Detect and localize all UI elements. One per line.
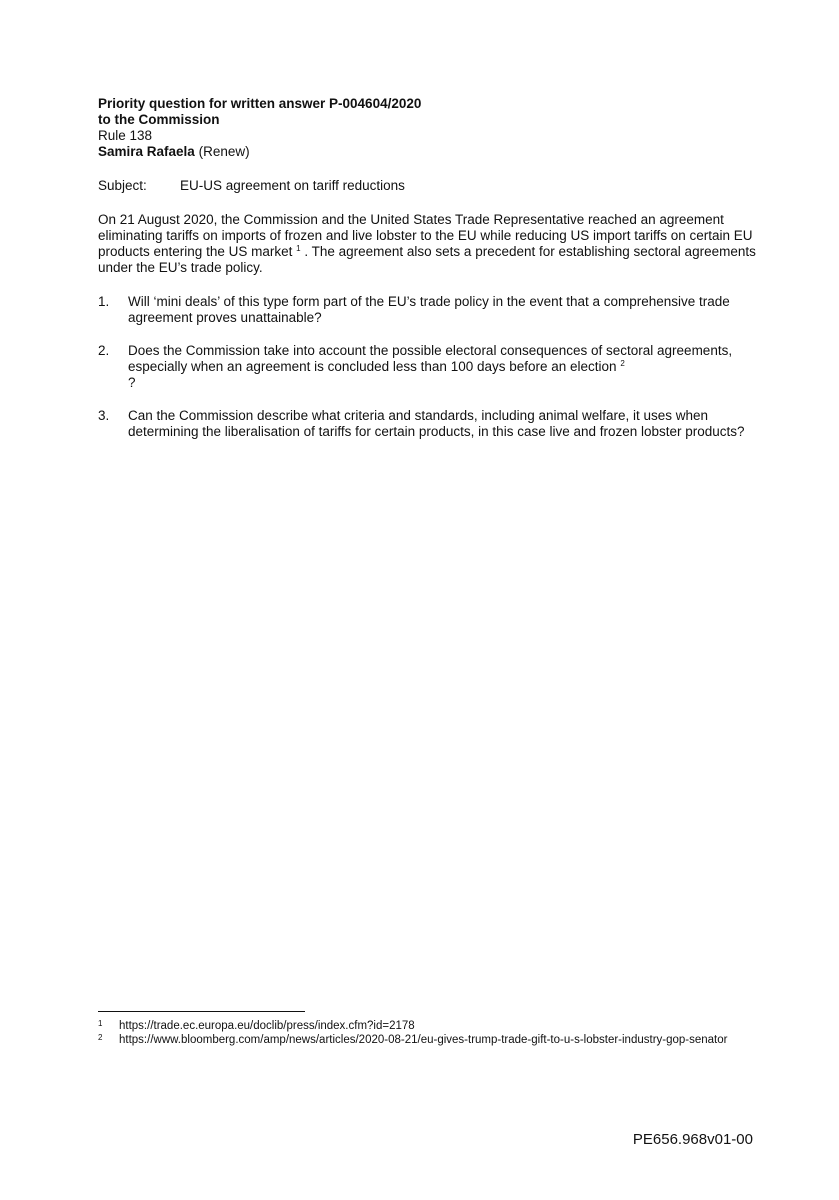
subject-line xyxy=(98,178,758,194)
question-text: Does the Commission take into account the possible electoral consequences of sectoral agreements, especially when an agreement is concluded less than 100 days before an election xyxy=(128,343,733,374)
intro-text-end: . The agreement also sets a precedent for establishing sectoral agreements under the EU’s trade policy. xyxy=(98,244,756,275)
question-text: Can the Commission describe what criteria and standards, including animal welfare, it uses when determining the liberalisation of tariffs for certain products, in this case live and frozen lobster products? xyxy=(128,408,745,439)
footnotes xyxy=(98,1019,758,1047)
footnote-link[interactable]: https://trade.ec.europa.eu/doclib/press/index.cfm?id=2178 xyxy=(119,1020,415,1032)
subject-label: Subject: xyxy=(98,178,147,193)
question-number: 3. xyxy=(98,408,110,423)
footnote-divider xyxy=(98,1011,305,1012)
rule-reference: Rule 138 xyxy=(98,128,153,143)
question-header xyxy=(98,96,758,160)
footnote-link[interactable]: https://www.bloomberg.com/amp/news/articles/2020-08-21/eu-gives-trump-trade-gift-to-u-s-lobster-industry-gop-senator xyxy=(119,1034,728,1046)
question-item xyxy=(98,294,758,326)
footnote-ref-1: 1 xyxy=(296,244,301,253)
author-line xyxy=(98,144,758,160)
document-title: Priority question for written answer P-004604/2020 xyxy=(98,96,422,111)
question-text: Will ‘mini deals’ of this type form part of the EU’s trade policy in the event that a comprehensive trade agreement proves unattainable? xyxy=(128,294,730,325)
author-group: (Renew) xyxy=(198,144,250,159)
question-number: 1. xyxy=(98,294,110,309)
footnote xyxy=(98,1033,758,1047)
question-tail: ? xyxy=(128,375,136,390)
footnote-number: 2 xyxy=(98,1033,103,1042)
intro-paragraph xyxy=(98,212,758,276)
question-list xyxy=(98,294,758,457)
intro-text-start: On 21 August 2020, the Commission and the United States Trade Representative reached an agreement eliminating tariffs on imports of frozen and live lobster to the EU while reducing US import tariffs on certain EU products entering the US market xyxy=(98,212,753,259)
addressee: to the Commission xyxy=(98,112,220,127)
subject-text: EU-US agreement on tariff reductions xyxy=(180,178,405,193)
footnote-ref-2: 2 xyxy=(620,359,625,368)
question-item xyxy=(98,408,758,440)
question-number: 2. xyxy=(98,343,110,358)
footnote xyxy=(98,1019,758,1033)
footnote-number: 1 xyxy=(98,1019,103,1028)
question-item xyxy=(98,343,758,391)
document-reference: PE656.968v01-00 xyxy=(632,1131,753,1148)
author-name: Samira Rafaela xyxy=(98,144,195,159)
